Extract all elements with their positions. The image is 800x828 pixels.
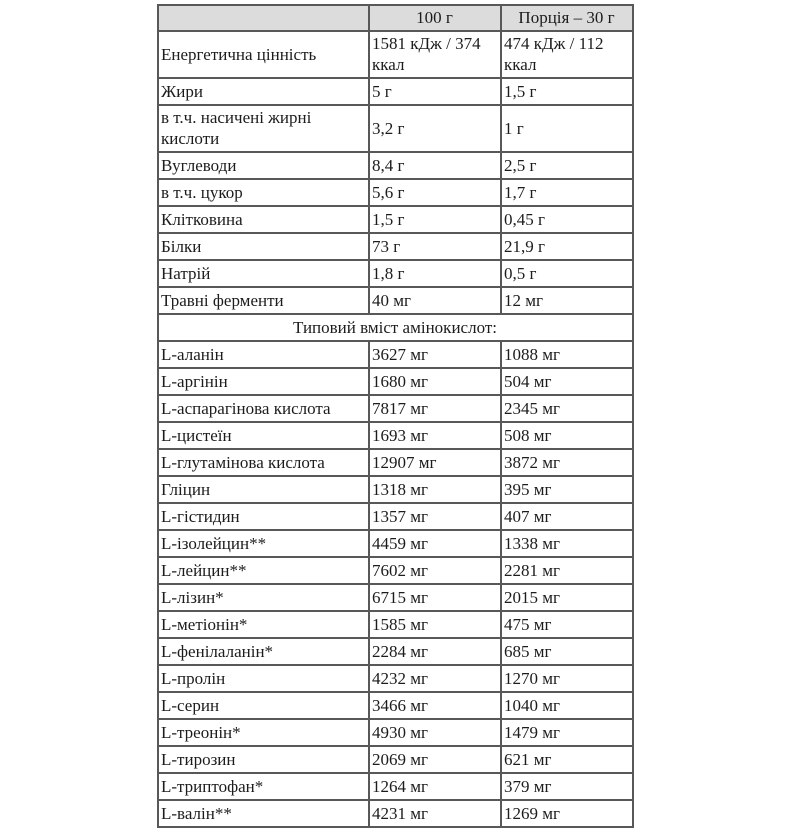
value-per-portion: 1338 мг [501, 530, 633, 557]
value-per-100g: 5,6 г [369, 179, 501, 206]
value-per-100g: 7602 мг [369, 557, 501, 584]
nutrition-row [158, 152, 633, 179]
nutrition-row [158, 233, 633, 260]
amino-acid-row [158, 422, 633, 449]
value-per-100g: 40 мг [369, 287, 501, 314]
amino-acid-row [158, 395, 633, 422]
row-label: в т.ч. насичені жирні кислоти [158, 105, 369, 152]
amino-acid-row [158, 530, 633, 557]
nutrition-row [158, 287, 633, 314]
value-per-portion: 475 мг [501, 611, 633, 638]
row-label: L-ізолейцин** [158, 530, 369, 557]
value-per-portion: 0,5 г [501, 260, 633, 287]
value-per-portion: 504 мг [501, 368, 633, 395]
row-label: L-серин [158, 692, 369, 719]
value-per-portion: 1040 мг [501, 692, 633, 719]
value-per-100g: 1,5 г [369, 206, 501, 233]
value-per-100g: 1581 кДж / 374 ккал [369, 31, 501, 78]
row-label: L-аланін [158, 341, 369, 368]
row-label: L-глутамінова кислота [158, 449, 369, 476]
value-per-100g: 3627 мг [369, 341, 501, 368]
row-label: Вуглеводи [158, 152, 369, 179]
header-empty-cell [158, 5, 369, 31]
value-per-portion: 1479 мг [501, 719, 633, 746]
row-label: L-лізин* [158, 584, 369, 611]
value-per-portion: 0,45 г [501, 206, 633, 233]
value-per-100g: 1318 мг [369, 476, 501, 503]
amino-acid-row [158, 503, 633, 530]
nutrition-section [158, 31, 633, 314]
value-per-100g: 1693 мг [369, 422, 501, 449]
value-per-portion: 395 мг [501, 476, 633, 503]
amino-acid-row [158, 692, 633, 719]
value-per-portion: 1270 мг [501, 665, 633, 692]
row-label: L-метіонін* [158, 611, 369, 638]
row-label: L-цистеїн [158, 422, 369, 449]
value-per-100g: 12907 мг [369, 449, 501, 476]
row-label: Клітковина [158, 206, 369, 233]
amino-acid-row [158, 665, 633, 692]
amino-acid-row [158, 368, 633, 395]
value-per-portion: 2281 мг [501, 557, 633, 584]
value-per-100g: 1357 мг [369, 503, 501, 530]
value-per-100g: 4231 мг [369, 800, 501, 827]
value-per-100g: 1585 мг [369, 611, 501, 638]
amino-acid-row [158, 476, 633, 503]
value-per-100g: 5 г [369, 78, 501, 105]
row-label: Травні ферменти [158, 287, 369, 314]
value-per-100g: 7817 мг [369, 395, 501, 422]
value-per-100g: 4459 мг [369, 530, 501, 557]
value-per-100g: 3466 мг [369, 692, 501, 719]
row-label: L-гістидин [158, 503, 369, 530]
value-per-portion: 508 мг [501, 422, 633, 449]
row-label: L-фенілаланін* [158, 638, 369, 665]
value-per-portion: 2,5 г [501, 152, 633, 179]
row-label: L-валін** [158, 800, 369, 827]
row-label: Жири [158, 78, 369, 105]
value-per-portion: 621 мг [501, 746, 633, 773]
value-per-portion: 1,7 г [501, 179, 633, 206]
value-per-100g: 1680 мг [369, 368, 501, 395]
table-header-row [158, 5, 633, 31]
amino-section-header [158, 314, 633, 341]
row-label: Натрій [158, 260, 369, 287]
row-label: L-аргінін [158, 368, 369, 395]
amino-acid-row [158, 449, 633, 476]
amino-acid-row [158, 719, 633, 746]
nutrition-row [158, 206, 633, 233]
value-per-100g: 2069 мг [369, 746, 501, 773]
value-per-portion: 1 г [501, 105, 633, 152]
value-per-portion: 474 кДж / 112 ккал [501, 31, 633, 78]
row-label: L-лейцин** [158, 557, 369, 584]
row-label: L-треонін* [158, 719, 369, 746]
amino-acid-row [158, 746, 633, 773]
amino-acids-section [158, 341, 633, 827]
nutrition-row [158, 105, 633, 152]
value-per-portion: 1088 мг [501, 341, 633, 368]
value-per-portion: 2345 мг [501, 395, 633, 422]
value-per-100g: 4930 мг [369, 719, 501, 746]
nutrition-row [158, 31, 633, 78]
value-per-100g: 4232 мг [369, 665, 501, 692]
value-per-100g: 1264 мг [369, 773, 501, 800]
nutrition-row [158, 78, 633, 105]
row-label: L-триптофан* [158, 773, 369, 800]
value-per-100g: 6715 мг [369, 584, 501, 611]
amino-acid-row [158, 800, 633, 827]
row-label: L-тирозин [158, 746, 369, 773]
value-per-100g: 8,4 г [369, 152, 501, 179]
value-per-portion: 2015 мг [501, 584, 633, 611]
nutrition-row [158, 179, 633, 206]
amino-acid-row [158, 341, 633, 368]
value-per-portion: 21,9 г [501, 233, 633, 260]
value-per-100g: 73 г [369, 233, 501, 260]
value-per-portion: 685 мг [501, 638, 633, 665]
value-per-portion: 1,5 г [501, 78, 633, 105]
value-per-100g: 3,2 г [369, 105, 501, 152]
section-title-row [158, 314, 633, 341]
value-per-portion: 3872 мг [501, 449, 633, 476]
value-per-portion: 407 мг [501, 503, 633, 530]
amino-acid-row [158, 584, 633, 611]
nutrition-row [158, 260, 633, 287]
value-per-portion: 12 мг [501, 287, 633, 314]
amino-acid-row [158, 638, 633, 665]
row-label: L-пролін [158, 665, 369, 692]
amino-acid-row [158, 773, 633, 800]
row-label: в т.ч. цукор [158, 179, 369, 206]
value-per-portion: 379 мг [501, 773, 633, 800]
amino-acid-row [158, 611, 633, 638]
row-label: Білки [158, 233, 369, 260]
row-label: L-аспарагінова кислота [158, 395, 369, 422]
header-per-100g: 100 г [369, 5, 501, 31]
value-per-100g: 1,8 г [369, 260, 501, 287]
row-label: Енергетична цінність [158, 31, 369, 78]
header-per-portion: Порція – 30 г [501, 5, 633, 31]
value-per-100g: 2284 мг [369, 638, 501, 665]
row-label: Гліцин [158, 476, 369, 503]
section-title: Типовий вміст амінокислот: [158, 314, 633, 341]
value-per-portion: 1269 мг [501, 800, 633, 827]
nutrition-table [157, 4, 634, 828]
amino-acid-row [158, 557, 633, 584]
